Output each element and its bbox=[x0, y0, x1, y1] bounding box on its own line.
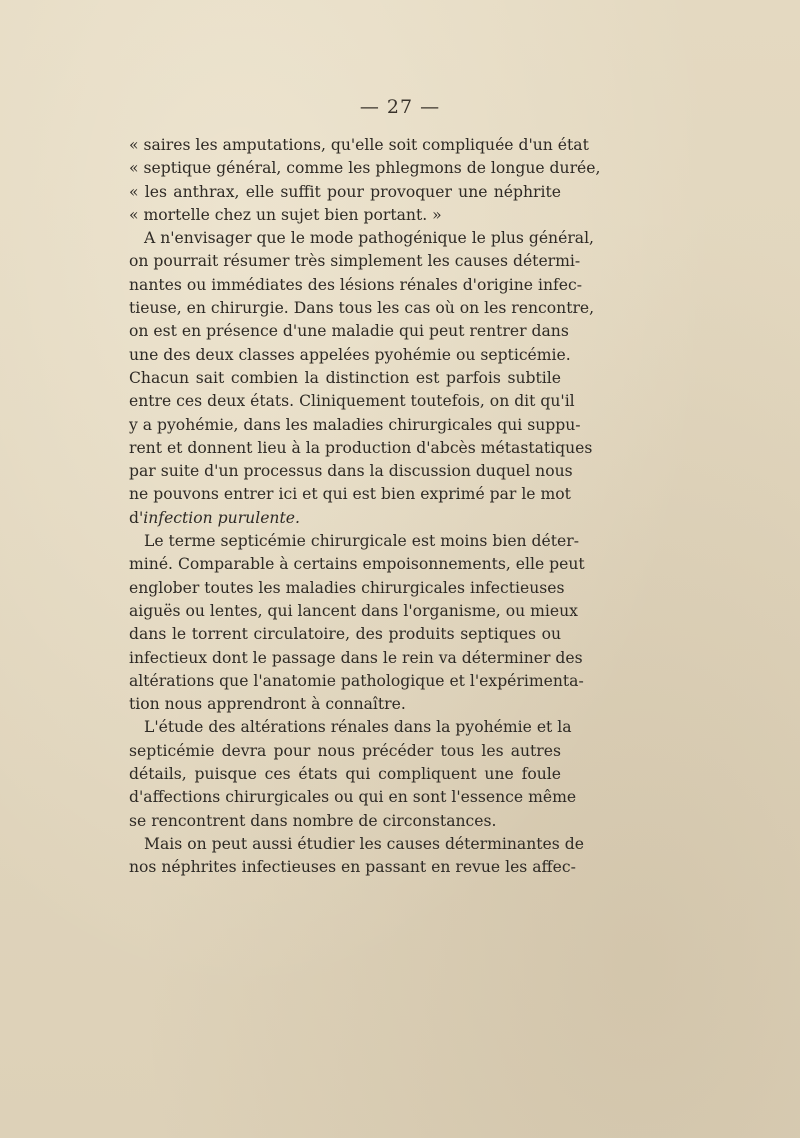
text-line: une des deux classes appelées pyohémie ou septicémie. bbox=[129, 345, 571, 364]
text-line: L'étude des altérations rénales dans la pyohémie et la bbox=[144, 718, 572, 737]
text-line: d'affections chirurgicales ou qui en sont l'essence même bbox=[129, 788, 577, 807]
text-line: y a pyohémie, dans les maladies chirurgicales qui suppu- bbox=[129, 415, 581, 434]
text-line: miné. Comparable à certains empoisonnements, elle peut bbox=[129, 555, 585, 574]
text-line: « mortelle chez un sujet bien portant. » bbox=[129, 205, 442, 224]
text-line: par suite d'un processus dans la discussion duquel nous bbox=[129, 462, 573, 481]
text-fragment: d' bbox=[129, 508, 144, 527]
body-text bbox=[129, 134, 601, 880]
italic-term: infection purulente. bbox=[143, 508, 300, 527]
text-line bbox=[129, 507, 561, 530]
text-line: entre ces deux états. Cliniquement toutefois, on dit qu'il bbox=[129, 392, 575, 411]
text-line: se rencontrent dans nombre de circonstances. bbox=[129, 811, 497, 830]
text-line: rent et donnent lieu à la production d'abcès métastatiques bbox=[129, 438, 593, 457]
text-line: altérations que l'anatomie pathologique et l'expérimenta- bbox=[129, 671, 584, 690]
text-line: on est en présence d'une maladie qui peut rentrer dans bbox=[129, 322, 569, 341]
text-line: tieuse, en chirurgie. Dans tous les cas où on les rencontre, bbox=[129, 299, 595, 318]
text-line: ne pouvons entrer ici et qui est bien exprimé par le mot bbox=[129, 485, 571, 504]
text-line: Mais on peut aussi étudier les causes déterminantes de bbox=[144, 834, 584, 853]
text-line: Chacun sait combien la distinction est parfois subtile bbox=[129, 368, 561, 387]
text-line: nos néphrites infectieuses en passant en revue les affec- bbox=[129, 858, 576, 877]
text-line: on pourrait résumer très simplement les causes détermi- bbox=[129, 252, 581, 271]
text-line: aiguës ou lentes, qui lancent dans l'organisme, ou mieux bbox=[129, 601, 578, 620]
text-line: détails, puisque ces états qui compliquent une foule bbox=[129, 765, 561, 784]
text-line: tion nous apprendront à connaître. bbox=[129, 695, 406, 714]
page-number: — 27 — bbox=[359, 96, 441, 118]
text-line: septicémie devra pour nous précéder tous les autres bbox=[129, 741, 561, 760]
text-line: Le terme septicémie chirurgicale est moins bien déter- bbox=[144, 532, 579, 551]
text-line: « saires les amputations, qu'elle soit compliquée d'un état bbox=[129, 136, 589, 154]
text-line: englober toutes les maladies chirurgicales infectieuses bbox=[129, 578, 565, 597]
text-line: « septique général, comme les phlegmons de longue durée, bbox=[129, 159, 601, 178]
text-line: infectieux dont le passage dans le rein va déterminer des bbox=[129, 648, 583, 667]
text-line: nantes ou immédiates des lésions rénales d'origine infec- bbox=[129, 275, 583, 294]
text-line: « les anthrax, elle suffit pour provoquer une néphrite bbox=[129, 182, 561, 201]
text-line: dans le torrent circulatoire, des produits septiques ou bbox=[129, 625, 561, 644]
text-line: A n'envisager que le mode pathogénique le plus général, bbox=[144, 229, 595, 248]
